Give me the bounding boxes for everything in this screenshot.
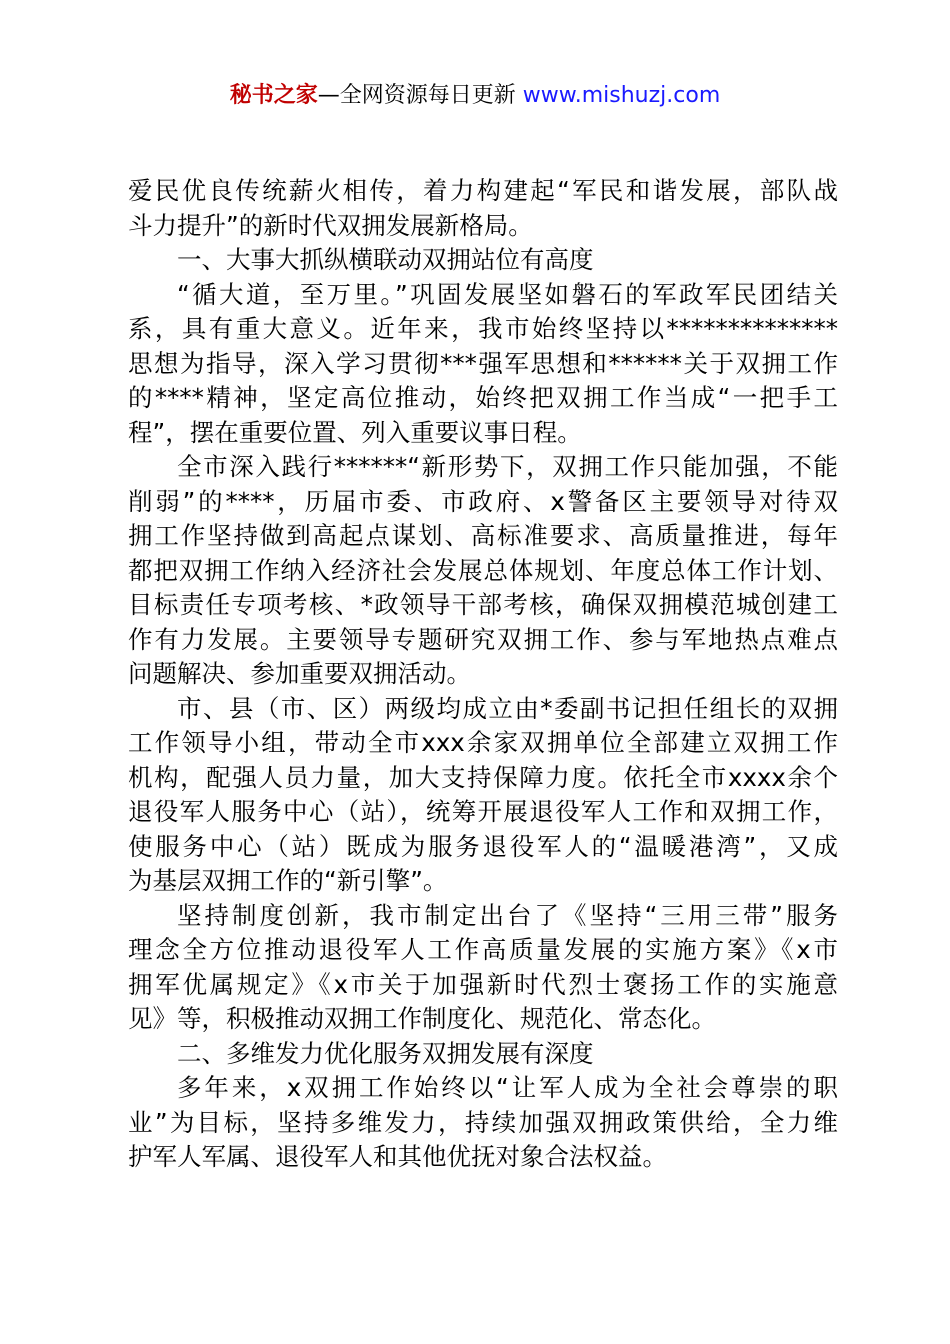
brand-name: 秘书之家: [229, 83, 318, 108]
header-tagline: —全网资源每日更新: [317, 83, 516, 108]
document-body: [128, 174, 838, 1175]
text-line: 为基层双拥工作的“新引擎”。: [128, 866, 448, 895]
text-line: 全市深入践行******“新形势下，双拥工作只能加强，不能: [177, 452, 838, 481]
text-line: 作有力发展。主要领导专题研究双拥工作、参与军地热点难点: [128, 624, 838, 654]
text-line: 多年来，x双拥工作始终以“让军人成为全社会尊崇的职: [177, 1073, 838, 1102]
text-line: 工作领导小组，带动全市xxx余家双拥单位全部建立双拥工作: [128, 728, 838, 757]
text-line: 机构，配强人员力量，加大支持保障力度。依托全市xxxx余个: [128, 762, 838, 792]
site-url-link[interactable]: www.mishuzj.com: [522, 83, 721, 108]
text-line: 削弱”的****，历届市委、市政府、x警备区主要领导对待双: [128, 486, 838, 516]
text-line: “循大道，至万里。”巩固发展坚如磐石的军政军民团结关: [177, 279, 838, 309]
text-line: 使服务中心（站）既成为服务退役军人的“温暖港湾”，又成: [128, 831, 838, 861]
text-line: 退役军人服务中心（站），统筹开展退役军人工作和双拥工作，: [128, 797, 838, 826]
text-line: 都把双拥工作纳入经济社会发展总体规划、年度总体工作计划、: [128, 555, 838, 585]
text-line: 业”为目标，坚持多维发力，持续加强双拥政策供给，全力维: [128, 1107, 838, 1137]
text-line: 爱民优良传统薪火相传，着力构建起“军民和谐发展，部队战: [128, 176, 838, 205]
text-line: 问题解决、参加重要双拥活动。: [128, 659, 471, 688]
text-line: 斗力提升”的新时代双拥发展新格局。: [128, 210, 533, 240]
text-line: 的****精神，坚定高位推动，始终把双拥工作当成“一把手工: [128, 383, 838, 412]
text-line: 程”，摆在重要位置、列入重要议事日程。: [128, 417, 582, 447]
section-heading: 一、大事大抓纵横联动双拥站位有高度: [177, 245, 594, 274]
text-line: 系，具有重大意义。近年来，我市始终坚持以**************: [128, 314, 838, 343]
text-line: 见》等，积极推动双拥工作制度化、规范化、常态化。: [128, 1004, 716, 1033]
text-line: 坚持制度创新，我市制定出台了《坚持“三用三带”服务: [177, 900, 838, 930]
text-line: 目标责任专项考核、*政领导干部考核，确保双拥模范城创建工: [128, 590, 838, 619]
text-line: 护军人军属、退役军人和其他优抚对象合法权益。: [128, 1142, 667, 1171]
text-line: 理念全方位推动退役军人工作高质量发展的实施方案》《x市: [128, 935, 838, 964]
text-line: 市、县（市、区）两级均成立由*委副书记担任组长的双拥: [177, 693, 838, 723]
text-line: 拥军优属规定》《x市关于加强新时代烈士褒扬工作的实施意: [128, 969, 838, 999]
text-line: 思想为指导，深入学习贯彻***强军思想和******关于双拥工作: [128, 348, 838, 378]
text-line: 拥工作坚持做到高起点谋划、高标准要求、高质量推进，每年: [128, 521, 838, 550]
page-header: [0, 80, 950, 112]
section-heading: 二、多维发力优化服务双拥发展有深度: [177, 1038, 594, 1068]
